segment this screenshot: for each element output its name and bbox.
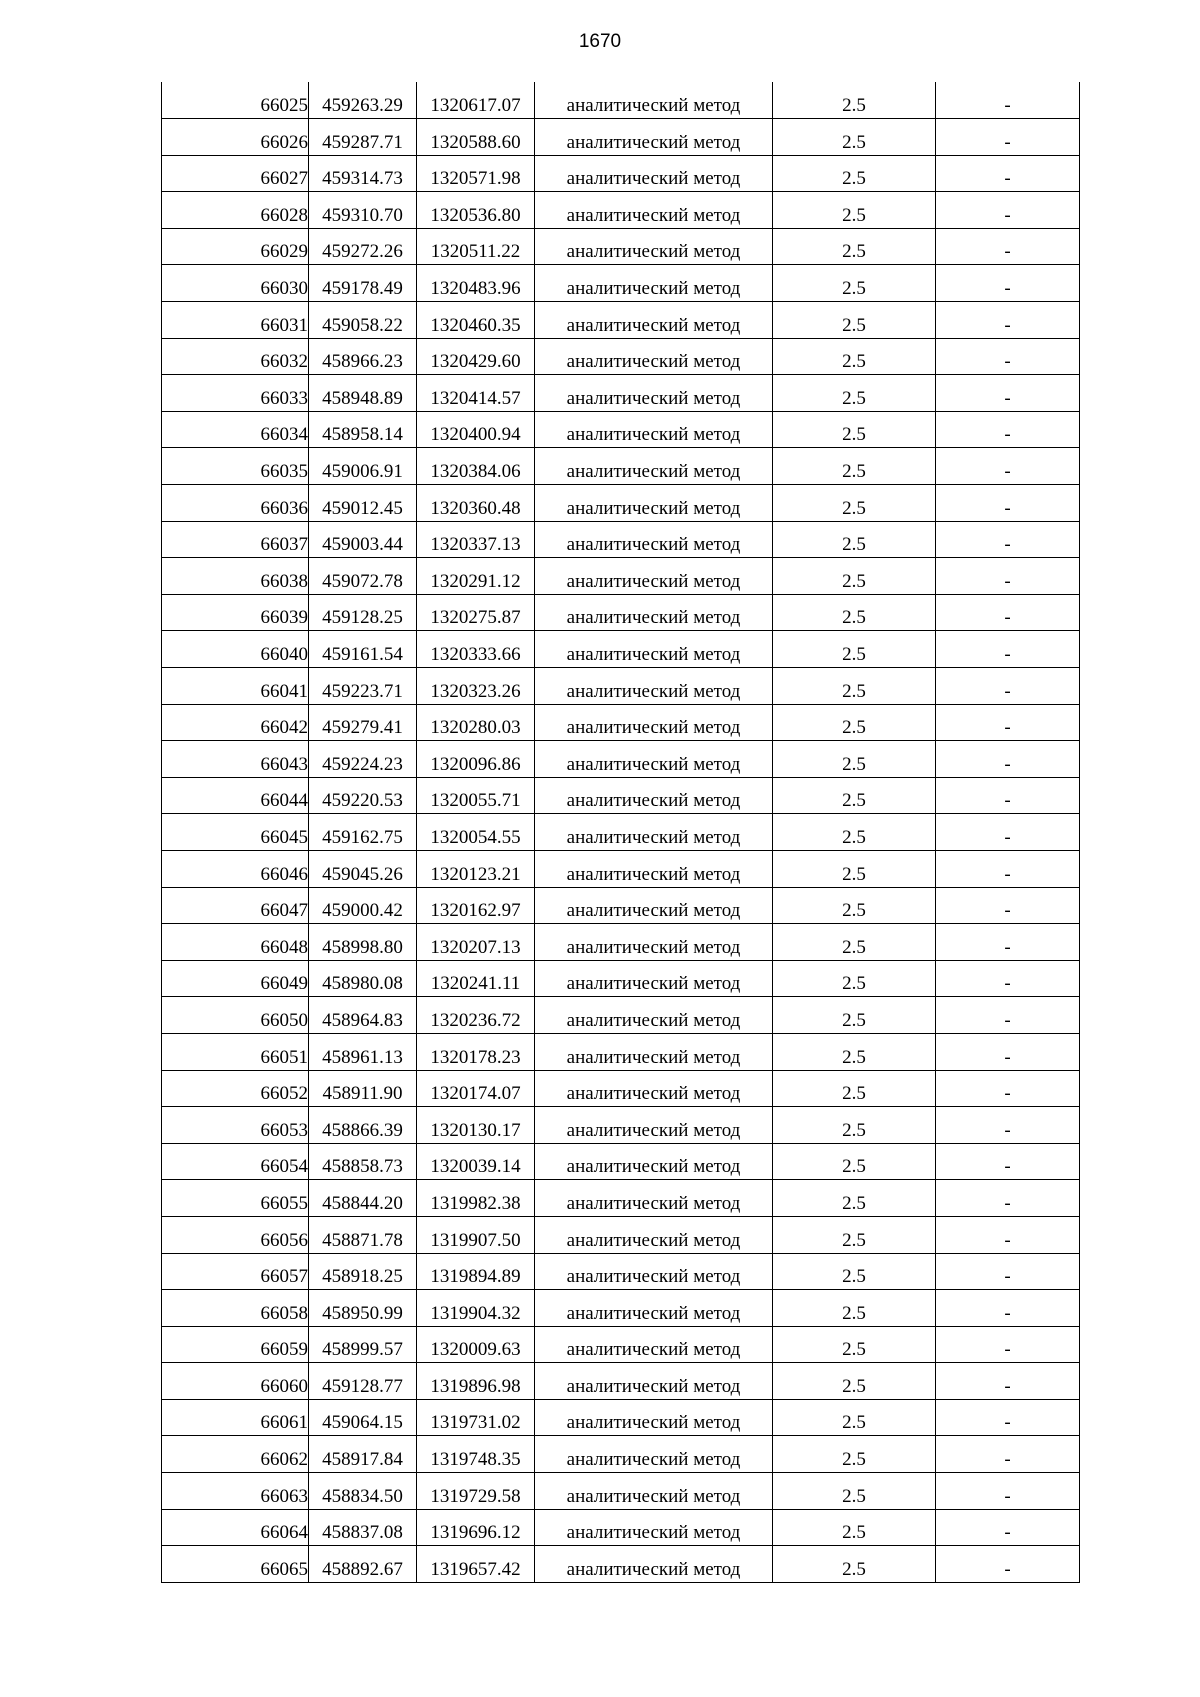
x-coordinate-cell: 459220.53 xyxy=(309,777,417,814)
table-row xyxy=(162,814,1080,851)
table-row xyxy=(162,228,1080,265)
point-number-cell: 66044 xyxy=(162,777,309,814)
y-coordinate-cell: 1320483.96 xyxy=(417,265,535,302)
method-cell: аналитический метод xyxy=(535,192,773,229)
accuracy-cell: 2.5 xyxy=(773,448,936,485)
table-row xyxy=(162,1070,1080,1107)
x-coordinate-cell: 458834.50 xyxy=(309,1473,417,1510)
y-coordinate-cell: 1320571.98 xyxy=(417,155,535,192)
point-number-cell: 66036 xyxy=(162,485,309,522)
method-cell: аналитический метод xyxy=(535,1473,773,1510)
accuracy-cell: 2.5 xyxy=(773,192,936,229)
method-cell: аналитический метод xyxy=(535,924,773,961)
x-coordinate-cell: 458980.08 xyxy=(309,960,417,997)
note-cell: - xyxy=(936,1290,1080,1327)
table-row xyxy=(162,192,1080,229)
method-cell: аналитический метод xyxy=(535,558,773,595)
accuracy-cell: 2.5 xyxy=(773,1143,936,1180)
accuracy-cell: 2.5 xyxy=(773,1033,936,1070)
x-coordinate-cell: 459064.15 xyxy=(309,1399,417,1436)
table-row xyxy=(162,1436,1080,1473)
y-coordinate-cell: 1319696.12 xyxy=(417,1509,535,1546)
y-coordinate-cell: 1320429.60 xyxy=(417,338,535,375)
x-coordinate-cell: 459003.44 xyxy=(309,521,417,558)
point-number-cell: 66065 xyxy=(162,1546,309,1583)
note-cell: - xyxy=(936,777,1080,814)
y-coordinate-cell: 1319729.58 xyxy=(417,1473,535,1510)
table-row xyxy=(162,1473,1080,1510)
method-cell: аналитический метод xyxy=(535,777,773,814)
note-cell: - xyxy=(936,228,1080,265)
accuracy-cell: 2.5 xyxy=(773,1399,936,1436)
y-coordinate-cell: 1319731.02 xyxy=(417,1399,535,1436)
table-row xyxy=(162,1180,1080,1217)
accuracy-cell: 2.5 xyxy=(773,1473,936,1510)
point-number-cell: 66047 xyxy=(162,887,309,924)
method-cell: аналитический метод xyxy=(535,1070,773,1107)
x-coordinate-cell: 459128.77 xyxy=(309,1363,417,1400)
point-number-cell: 66038 xyxy=(162,558,309,595)
x-coordinate-cell: 458858.73 xyxy=(309,1143,417,1180)
point-number-cell: 66030 xyxy=(162,265,309,302)
note-cell: - xyxy=(936,668,1080,705)
note-cell: - xyxy=(936,924,1080,961)
y-coordinate-cell: 1320536.80 xyxy=(417,192,535,229)
note-cell: - xyxy=(936,448,1080,485)
table-row xyxy=(162,1107,1080,1144)
point-number-cell: 66057 xyxy=(162,1253,309,1290)
note-cell: - xyxy=(936,704,1080,741)
table-row xyxy=(162,1399,1080,1436)
y-coordinate-cell: 1319894.89 xyxy=(417,1253,535,1290)
table-row xyxy=(162,1326,1080,1363)
method-cell: аналитический метод xyxy=(535,1509,773,1546)
note-cell: - xyxy=(936,82,1080,119)
y-coordinate-cell: 1319904.32 xyxy=(417,1290,535,1327)
method-cell: аналитический метод xyxy=(535,814,773,851)
table-row xyxy=(162,850,1080,887)
accuracy-cell: 2.5 xyxy=(773,924,936,961)
y-coordinate-cell: 1320162.97 xyxy=(417,887,535,924)
method-cell: аналитический метод xyxy=(535,448,773,485)
accuracy-cell: 2.5 xyxy=(773,814,936,851)
point-number-cell: 66046 xyxy=(162,850,309,887)
method-cell: аналитический метод xyxy=(535,1290,773,1327)
accuracy-cell: 2.5 xyxy=(773,1363,936,1400)
accuracy-cell: 2.5 xyxy=(773,631,936,668)
method-cell: аналитический метод xyxy=(535,119,773,156)
point-number-cell: 66028 xyxy=(162,192,309,229)
note-cell: - xyxy=(936,1107,1080,1144)
accuracy-cell: 2.5 xyxy=(773,1436,936,1473)
y-coordinate-cell: 1320384.06 xyxy=(417,448,535,485)
note-cell: - xyxy=(936,631,1080,668)
method-cell: аналитический метод xyxy=(535,228,773,265)
x-coordinate-cell: 458950.99 xyxy=(309,1290,417,1327)
table-row xyxy=(162,1509,1080,1546)
accuracy-cell: 2.5 xyxy=(773,265,936,302)
table-body xyxy=(162,82,1080,1582)
point-number-cell: 66032 xyxy=(162,338,309,375)
method-cell: аналитический метод xyxy=(535,704,773,741)
y-coordinate-cell: 1320130.17 xyxy=(417,1107,535,1144)
x-coordinate-cell: 459000.42 xyxy=(309,887,417,924)
x-coordinate-cell: 459263.29 xyxy=(309,82,417,119)
table-row xyxy=(162,411,1080,448)
point-number-cell: 66056 xyxy=(162,1216,309,1253)
table-row xyxy=(162,887,1080,924)
point-number-cell: 66048 xyxy=(162,924,309,961)
y-coordinate-cell: 1320055.71 xyxy=(417,777,535,814)
point-number-cell: 66062 xyxy=(162,1436,309,1473)
x-coordinate-cell: 459310.70 xyxy=(309,192,417,229)
point-number-cell: 66034 xyxy=(162,411,309,448)
point-number-cell: 66045 xyxy=(162,814,309,851)
note-cell: - xyxy=(936,1070,1080,1107)
accuracy-cell: 2.5 xyxy=(773,82,936,119)
table-row xyxy=(162,1363,1080,1400)
point-number-cell: 66031 xyxy=(162,302,309,339)
y-coordinate-cell: 1320323.26 xyxy=(417,668,535,705)
note-cell: - xyxy=(936,558,1080,595)
method-cell: аналитический метод xyxy=(535,1033,773,1070)
note-cell: - xyxy=(936,1253,1080,1290)
x-coordinate-cell: 458871.78 xyxy=(309,1216,417,1253)
x-coordinate-cell: 459072.78 xyxy=(309,558,417,595)
table-row xyxy=(162,777,1080,814)
table-row xyxy=(162,558,1080,595)
method-cell: аналитический метод xyxy=(535,485,773,522)
accuracy-cell: 2.5 xyxy=(773,411,936,448)
accuracy-cell: 2.5 xyxy=(773,1509,936,1546)
method-cell: аналитический метод xyxy=(535,631,773,668)
accuracy-cell: 2.5 xyxy=(773,119,936,156)
method-cell: аналитический метод xyxy=(535,741,773,778)
accuracy-cell: 2.5 xyxy=(773,302,936,339)
note-cell: - xyxy=(936,1180,1080,1217)
y-coordinate-cell: 1320333.66 xyxy=(417,631,535,668)
method-cell: аналитический метод xyxy=(535,1216,773,1253)
y-coordinate-cell: 1319982.38 xyxy=(417,1180,535,1217)
point-number-cell: 66053 xyxy=(162,1107,309,1144)
method-cell: аналитический метод xyxy=(535,594,773,631)
point-number-cell: 66055 xyxy=(162,1180,309,1217)
y-coordinate-cell: 1319748.35 xyxy=(417,1436,535,1473)
accuracy-cell: 2.5 xyxy=(773,1180,936,1217)
note-cell: - xyxy=(936,338,1080,375)
table-row xyxy=(162,302,1080,339)
note-cell: - xyxy=(936,960,1080,997)
note-cell: - xyxy=(936,997,1080,1034)
method-cell: аналитический метод xyxy=(535,375,773,412)
accuracy-cell: 2.5 xyxy=(773,1107,936,1144)
method-cell: аналитический метод xyxy=(535,411,773,448)
x-coordinate-cell: 459314.73 xyxy=(309,155,417,192)
note-cell: - xyxy=(936,485,1080,522)
page-number: 1670 xyxy=(578,31,622,52)
y-coordinate-cell: 1320241.11 xyxy=(417,960,535,997)
point-number-cell: 66051 xyxy=(162,1033,309,1070)
x-coordinate-cell: 459287.71 xyxy=(309,119,417,156)
point-number-cell: 66041 xyxy=(162,668,309,705)
method-cell: аналитический метод xyxy=(535,960,773,997)
y-coordinate-cell: 1320207.13 xyxy=(417,924,535,961)
point-number-cell: 66026 xyxy=(162,119,309,156)
x-coordinate-cell: 459178.49 xyxy=(309,265,417,302)
y-coordinate-cell: 1320174.07 xyxy=(417,1070,535,1107)
accuracy-cell: 2.5 xyxy=(773,741,936,778)
x-coordinate-cell: 459161.54 xyxy=(309,631,417,668)
point-number-cell: 66052 xyxy=(162,1070,309,1107)
x-coordinate-cell: 458911.90 xyxy=(309,1070,417,1107)
x-coordinate-cell: 458866.39 xyxy=(309,1107,417,1144)
table-row xyxy=(162,82,1080,119)
point-number-cell: 66025 xyxy=(162,82,309,119)
accuracy-cell: 2.5 xyxy=(773,997,936,1034)
table-row xyxy=(162,1253,1080,1290)
method-cell: аналитический метод xyxy=(535,1326,773,1363)
table-row xyxy=(162,1290,1080,1327)
table-row xyxy=(162,1546,1080,1583)
x-coordinate-cell: 459224.23 xyxy=(309,741,417,778)
note-cell: - xyxy=(936,1143,1080,1180)
point-number-cell: 66060 xyxy=(162,1363,309,1400)
x-coordinate-cell: 458966.23 xyxy=(309,338,417,375)
note-cell: - xyxy=(936,1033,1080,1070)
x-coordinate-cell: 459045.26 xyxy=(309,850,417,887)
accuracy-cell: 2.5 xyxy=(773,1070,936,1107)
note-cell: - xyxy=(936,155,1080,192)
note-cell: - xyxy=(936,1436,1080,1473)
method-cell: аналитический метод xyxy=(535,338,773,375)
table-row xyxy=(162,265,1080,302)
method-cell: аналитический метод xyxy=(535,1180,773,1217)
y-coordinate-cell: 1320275.87 xyxy=(417,594,535,631)
x-coordinate-cell: 459012.45 xyxy=(309,485,417,522)
y-coordinate-cell: 1320178.23 xyxy=(417,1033,535,1070)
x-coordinate-cell: 458958.14 xyxy=(309,411,417,448)
y-coordinate-cell: 1320360.48 xyxy=(417,485,535,522)
accuracy-cell: 2.5 xyxy=(773,558,936,595)
point-number-cell: 66035 xyxy=(162,448,309,485)
y-coordinate-cell: 1320414.57 xyxy=(417,375,535,412)
accuracy-cell: 2.5 xyxy=(773,960,936,997)
y-coordinate-cell: 1320617.07 xyxy=(417,82,535,119)
y-coordinate-cell: 1320096.86 xyxy=(417,741,535,778)
note-cell: - xyxy=(936,119,1080,156)
table-row xyxy=(162,997,1080,1034)
note-cell: - xyxy=(936,1326,1080,1363)
point-number-cell: 66029 xyxy=(162,228,309,265)
point-number-cell: 66039 xyxy=(162,594,309,631)
method-cell: аналитический метод xyxy=(535,668,773,705)
table-row xyxy=(162,741,1080,778)
note-cell: - xyxy=(936,265,1080,302)
y-coordinate-cell: 1319907.50 xyxy=(417,1216,535,1253)
table-row xyxy=(162,1143,1080,1180)
accuracy-cell: 2.5 xyxy=(773,1290,936,1327)
accuracy-cell: 2.5 xyxy=(773,1253,936,1290)
method-cell: аналитический метод xyxy=(535,1143,773,1180)
x-coordinate-cell: 459162.75 xyxy=(309,814,417,851)
x-coordinate-cell: 459272.26 xyxy=(309,228,417,265)
note-cell: - xyxy=(936,375,1080,412)
x-coordinate-cell: 458837.08 xyxy=(309,1509,417,1546)
table-row xyxy=(162,1216,1080,1253)
point-number-cell: 66033 xyxy=(162,375,309,412)
method-cell: аналитический метод xyxy=(535,1253,773,1290)
method-cell: аналитический метод xyxy=(535,997,773,1034)
method-cell: аналитический метод xyxy=(535,1436,773,1473)
point-number-cell: 66064 xyxy=(162,1509,309,1546)
point-number-cell: 66061 xyxy=(162,1399,309,1436)
point-number-cell: 66042 xyxy=(162,704,309,741)
method-cell: аналитический метод xyxy=(535,155,773,192)
y-coordinate-cell: 1320280.03 xyxy=(417,704,535,741)
table-row xyxy=(162,119,1080,156)
point-number-cell: 66050 xyxy=(162,997,309,1034)
y-coordinate-cell: 1320009.63 xyxy=(417,1326,535,1363)
y-coordinate-cell: 1320123.21 xyxy=(417,850,535,887)
table-row xyxy=(162,521,1080,558)
note-cell: - xyxy=(936,1216,1080,1253)
accuracy-cell: 2.5 xyxy=(773,1546,936,1583)
note-cell: - xyxy=(936,521,1080,558)
accuracy-cell: 2.5 xyxy=(773,1326,936,1363)
x-coordinate-cell: 458892.67 xyxy=(309,1546,417,1583)
note-cell: - xyxy=(936,411,1080,448)
accuracy-cell: 2.5 xyxy=(773,1216,936,1253)
y-coordinate-cell: 1320054.55 xyxy=(417,814,535,851)
method-cell: аналитический метод xyxy=(535,302,773,339)
x-coordinate-cell: 458999.57 xyxy=(309,1326,417,1363)
x-coordinate-cell: 458918.25 xyxy=(309,1253,417,1290)
accuracy-cell: 2.5 xyxy=(773,850,936,887)
accuracy-cell: 2.5 xyxy=(773,155,936,192)
note-cell: - xyxy=(936,741,1080,778)
y-coordinate-cell: 1319657.42 xyxy=(417,1546,535,1583)
accuracy-cell: 2.5 xyxy=(773,521,936,558)
note-cell: - xyxy=(936,1546,1080,1583)
x-coordinate-cell: 459128.25 xyxy=(309,594,417,631)
table-row xyxy=(162,631,1080,668)
accuracy-cell: 2.5 xyxy=(773,375,936,412)
method-cell: аналитический метод xyxy=(535,1546,773,1583)
point-number-cell: 66040 xyxy=(162,631,309,668)
x-coordinate-cell: 458948.89 xyxy=(309,375,417,412)
accuracy-cell: 2.5 xyxy=(773,668,936,705)
point-number-cell: 66037 xyxy=(162,521,309,558)
point-number-cell: 66059 xyxy=(162,1326,309,1363)
table-row xyxy=(162,960,1080,997)
note-cell: - xyxy=(936,850,1080,887)
x-coordinate-cell: 459006.91 xyxy=(309,448,417,485)
method-cell: аналитический метод xyxy=(535,887,773,924)
y-coordinate-cell: 1320511.22 xyxy=(417,228,535,265)
point-number-cell: 66063 xyxy=(162,1473,309,1510)
accuracy-cell: 2.5 xyxy=(773,704,936,741)
method-cell: аналитический метод xyxy=(535,1107,773,1144)
accuracy-cell: 2.5 xyxy=(773,777,936,814)
note-cell: - xyxy=(936,192,1080,229)
coordinates-table xyxy=(161,82,1080,1583)
note-cell: - xyxy=(936,1399,1080,1436)
table-row xyxy=(162,375,1080,412)
x-coordinate-cell: 458961.13 xyxy=(309,1033,417,1070)
x-coordinate-cell: 458998.80 xyxy=(309,924,417,961)
y-coordinate-cell: 1320291.12 xyxy=(417,558,535,595)
note-cell: - xyxy=(936,1509,1080,1546)
accuracy-cell: 2.5 xyxy=(773,485,936,522)
table-row xyxy=(162,448,1080,485)
point-number-cell: 66054 xyxy=(162,1143,309,1180)
y-coordinate-cell: 1320588.60 xyxy=(417,119,535,156)
y-coordinate-cell: 1320400.94 xyxy=(417,411,535,448)
table-row xyxy=(162,155,1080,192)
note-cell: - xyxy=(936,1363,1080,1400)
x-coordinate-cell: 458844.20 xyxy=(309,1180,417,1217)
method-cell: аналитический метод xyxy=(535,521,773,558)
x-coordinate-cell: 458917.84 xyxy=(309,1436,417,1473)
accuracy-cell: 2.5 xyxy=(773,338,936,375)
table-row xyxy=(162,924,1080,961)
note-cell: - xyxy=(936,887,1080,924)
note-cell: - xyxy=(936,302,1080,339)
table-row xyxy=(162,485,1080,522)
method-cell: аналитический метод xyxy=(535,1399,773,1436)
method-cell: аналитический метод xyxy=(535,82,773,119)
y-coordinate-cell: 1320460.35 xyxy=(417,302,535,339)
table-row xyxy=(162,704,1080,741)
note-cell: - xyxy=(936,814,1080,851)
point-number-cell: 66049 xyxy=(162,960,309,997)
point-number-cell: 66043 xyxy=(162,741,309,778)
x-coordinate-cell: 459279.41 xyxy=(309,704,417,741)
accuracy-cell: 2.5 xyxy=(773,594,936,631)
accuracy-cell: 2.5 xyxy=(773,887,936,924)
point-number-cell: 66058 xyxy=(162,1290,309,1327)
y-coordinate-cell: 1320236.72 xyxy=(417,997,535,1034)
table-row xyxy=(162,338,1080,375)
method-cell: аналитический метод xyxy=(535,265,773,302)
point-number-cell: 66027 xyxy=(162,155,309,192)
method-cell: аналитический метод xyxy=(535,1363,773,1400)
x-coordinate-cell: 459223.71 xyxy=(309,668,417,705)
note-cell: - xyxy=(936,1473,1080,1510)
table-row xyxy=(162,594,1080,631)
table-row xyxy=(162,668,1080,705)
table-row xyxy=(162,1033,1080,1070)
y-coordinate-cell: 1320039.14 xyxy=(417,1143,535,1180)
method-cell: аналитический метод xyxy=(535,850,773,887)
accuracy-cell: 2.5 xyxy=(773,228,936,265)
x-coordinate-cell: 459058.22 xyxy=(309,302,417,339)
y-coordinate-cell: 1320337.13 xyxy=(417,521,535,558)
note-cell: - xyxy=(936,594,1080,631)
x-coordinate-cell: 458964.83 xyxy=(309,997,417,1034)
y-coordinate-cell: 1319896.98 xyxy=(417,1363,535,1400)
